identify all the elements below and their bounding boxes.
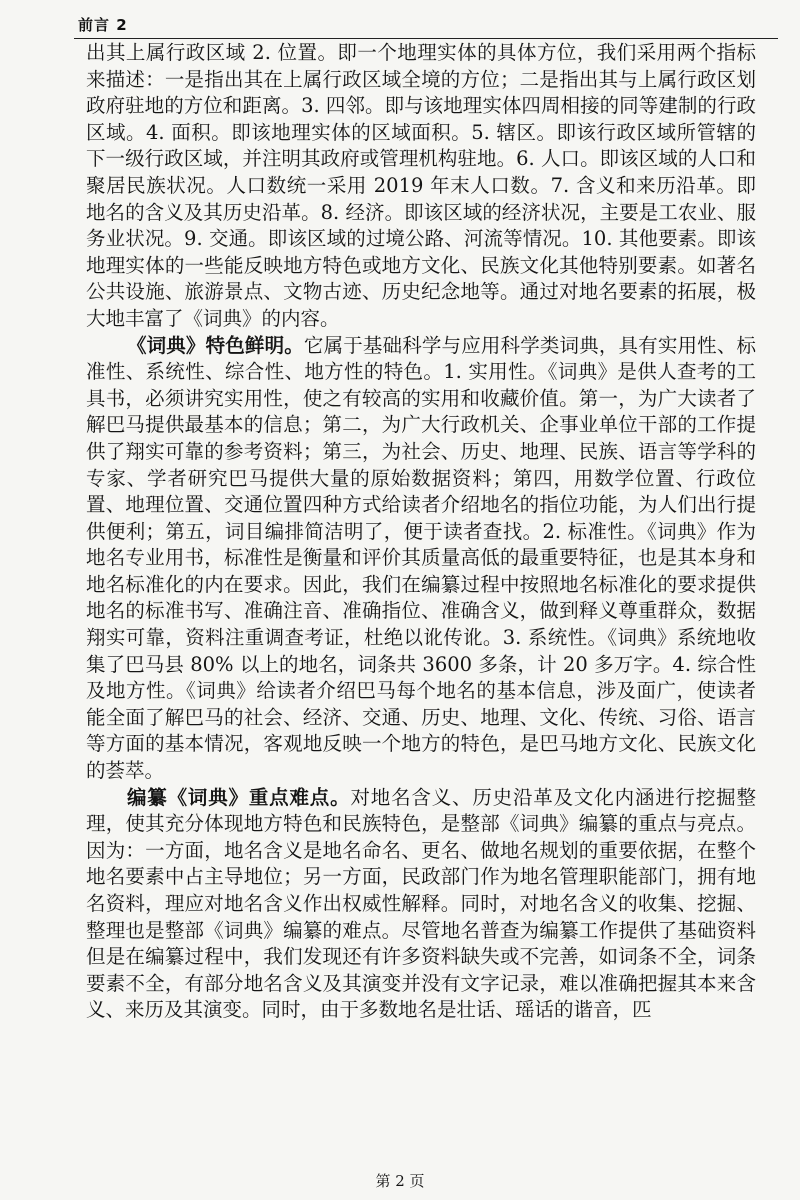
header-rule (74, 38, 778, 39)
paragraph-text: 出其上属行政区域 2. 位置。即一个地理实体的具体方位，我们采用两个指标来描述：一是指出其在上属行政区域全境的方位；二是指出其与上属行政区划政府驻地的方位和距离。3. 四邻。即与该地理实体四周相接的同等建制的行政区域。4. 面积。即该地理实体的区域面积。5. 辖区。即该行政区域所管辖的下一级行政区域，并注明其政府或管理机构驻地。6. 人口。即该区域的人口和聚居民族状况。人口数统一采用 2019 年末人口数。7. 含义和来历沿革。即地名的含义及其历史沿革。8. 经济。即该区域的经济状况，主要是工农业、服务业状况。9. 交通。即该区域的过境公路、河流等情况。10. 其他要素。即该地理实体的一些能反映地方特色或地方文化、民族文化其他特别要素。如著名公共设施、旅游景点、文物古迹、历史纪念地等。通过对地名要素的拓展，极大地丰富了《词典》的内容。 (86, 41, 756, 330)
paragraph-features (86, 333, 756, 785)
paragraph-text: 对地名含义、历史沿革及文化内涵进行挖掘整理，使其充分体现地方特色和民族特色，是整部《词典》编纂的重点与亮点。因为：一方面，地名含义是地名命名、更名、做地名规划的重要依据，在整个地名要素中占主导地位；另一方面，民政部门作为地名管理职能部门，拥有地名资料，理应对地名含义作出权威性解释。同时，对地名含义的收集、挖掘、整理也是整部《词典》编纂的难点。尽管地名普查为编纂工作提供了基础资料但是在编纂过程中，我们发现还有许多资料缺失或不完善，如词条不全，词条要素不全，有部分地名含义及其演变并没有文字记录，难以准确把握其本来含义、来历及其演变。同时，由于多数地名是壮话、瑶话的谐音，匹 (86, 785, 756, 1022)
paragraph-key-difficulties (86, 785, 756, 1024)
body-text (86, 40, 756, 1024)
page-number: 第 2 页 (375, 1172, 425, 1190)
running-header: 前言 2 (78, 16, 128, 34)
paragraph-elements (86, 40, 756, 333)
paragraph-text: 它属于基础科学与应用科学类词典，具有实用性、标准性、系统性、综合性、地方性的特色。1. 实用性。《词典》是供人查考的工具书，必须讲究实用性，使之有较高的实用和收藏价值。第一，为广大读者了解巴马提供最基本的信息；第二，为广大行政机关、企事业单位干部的工作提供了翔实可靠的参考资料；第三，为社会、历史、地理、民族、语言等学科的专家、学者研究巴马提供大量的原始数据资料；第四，用数学位置、行政位置、地理位置、交通位置四种方式给读者介绍地名的指位功能，为人们出行提供便利；第五，词目编排简洁明了，便于读者查找。2. 标准性。《词典》作为地名专业用书，标准性是衡量和评价其质量高低的最重要特征，也是其本身和地名标准化的内在要求。因此，我们在编纂过程中按照地名标准化的要求提供地名的标准书写、准确注音、准确指位、准确含义，做到释义尊重群众，数据翔实可靠，资料注重调查考证，杜绝以讹传讹。3. 系统性。《词典》系统地收集了巴马县 80% 以上的地名，词条共 3600 多条，计 20 多万字。4. 综合性及地方性。《词典》给读者介绍巴马每个地名的基本信息，涉及面广，使读者能全面了解巴马的社会、经济、交通、历史、地理、文化、传统、习俗、语言等方面的基本情况，客观地反映一个地方的特色，是巴马地方文化、民族文化的荟萃。 (86, 333, 756, 783)
paragraph-heading: 编纂《词典》重点难点。 (126, 785, 351, 809)
paragraph-heading: 《词典》特色鲜明。 (126, 333, 304, 357)
